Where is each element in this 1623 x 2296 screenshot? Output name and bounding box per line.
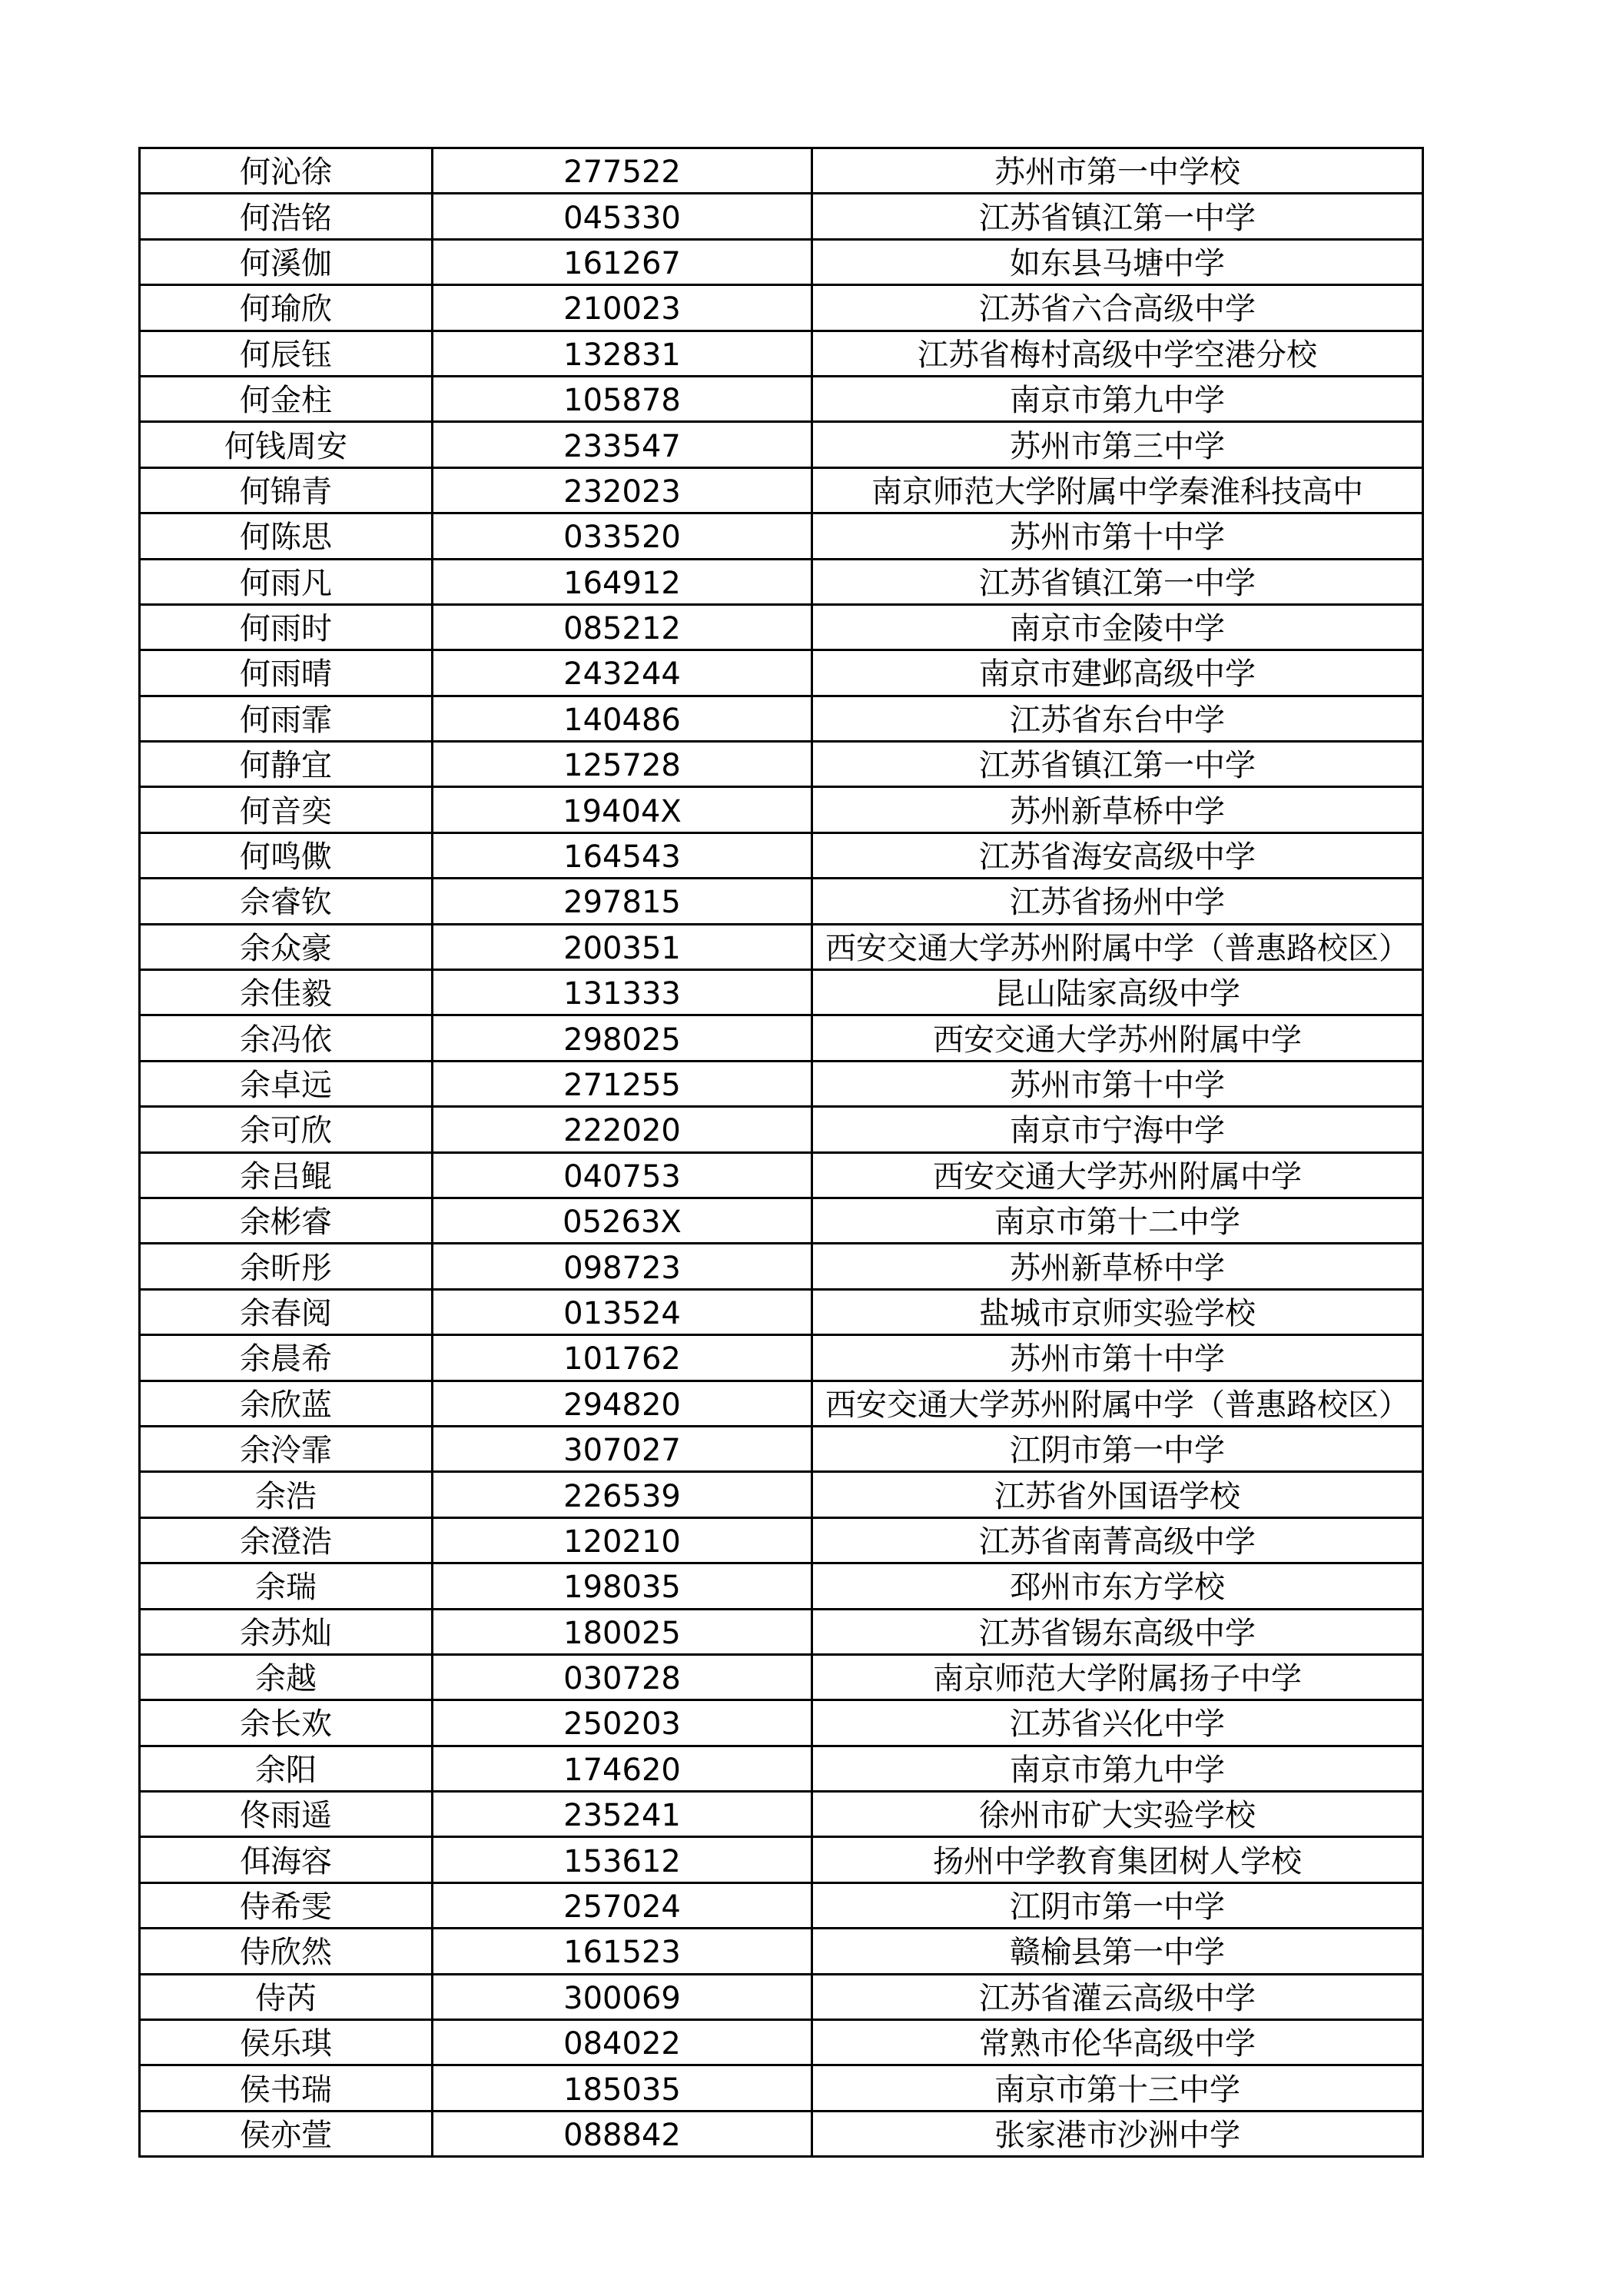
school-name-cell: 南京市金陵中学	[812, 604, 1423, 650]
student-name-cell: 何金柱	[140, 376, 433, 421]
student-name-cell: 余昕彤	[140, 1244, 433, 1289]
student-name-cell: 余可欣	[140, 1107, 433, 1152]
student-name-cell: 侍芮	[140, 1974, 433, 2019]
school-name-cell: 江苏省兴化中学	[812, 1700, 1423, 1746]
table-row	[140, 1792, 1423, 1837]
student-id-cell: 140486	[433, 696, 812, 741]
school-name-cell: 西安交通大学苏州附属中学	[812, 1152, 1423, 1198]
table-row	[140, 2111, 1423, 2156]
table-row	[140, 2020, 1423, 2065]
student-id-cell: 045330	[433, 194, 812, 239]
table-row	[140, 467, 1423, 513]
table-row	[140, 148, 1423, 194]
school-name-cell: 南京师范大学附属中学秦淮科技高中	[812, 467, 1423, 513]
table-row	[140, 559, 1423, 604]
school-name-cell: 苏州新草桥中学	[812, 787, 1423, 832]
student-name-cell: 侍希雯	[140, 1882, 433, 1928]
student-id-cell: 033520	[433, 513, 812, 559]
student-name-cell: 何沁徐	[140, 148, 433, 194]
school-name-cell: 江苏省扬州中学	[812, 879, 1423, 924]
student-name-cell: 侍欣然	[140, 1929, 433, 1974]
student-id-cell: 088842	[433, 2111, 812, 2156]
table-row	[140, 604, 1423, 650]
student-id-cell: 271255	[433, 1061, 812, 1106]
school-name-cell: 江苏省海安高级中学	[812, 832, 1423, 878]
student-name-cell: 余苏灿	[140, 1609, 433, 1654]
student-name-cell: 侯乐琪	[140, 2020, 433, 2065]
student-name-cell: 余越	[140, 1654, 433, 1700]
table-row	[140, 650, 1423, 696]
student-id-cell: 198035	[433, 1563, 812, 1609]
student-table-body	[140, 148, 1423, 2157]
school-name-cell: 苏州新草桥中学	[812, 1244, 1423, 1289]
student-name-cell: 余瑞	[140, 1563, 433, 1609]
table-row	[140, 1335, 1423, 1381]
student-id-cell: 243244	[433, 650, 812, 696]
table-row	[140, 1974, 1423, 2019]
school-name-cell: 邳州市东方学校	[812, 1563, 1423, 1609]
student-id-cell: 161523	[433, 1929, 812, 1974]
student-name-cell: 何音奕	[140, 787, 433, 832]
student-name-cell: 余冯依	[140, 1015, 433, 1061]
student-id-cell: 235241	[433, 1792, 812, 1837]
table-row	[140, 787, 1423, 832]
table-row	[140, 194, 1423, 239]
student-name-cell: 何鸣僛	[140, 832, 433, 878]
student-name-cell: 余佳毅	[140, 970, 433, 1015]
student-table	[138, 147, 1424, 2158]
school-name-cell: 江阴市第一中学	[812, 1882, 1423, 1928]
student-id-cell: 257024	[433, 1882, 812, 1928]
student-name-cell: 佘睿钦	[140, 879, 433, 924]
table-row	[140, 1837, 1423, 1882]
table-row	[140, 1700, 1423, 1746]
table-row	[140, 1061, 1423, 1106]
table-row	[140, 832, 1423, 878]
student-id-cell: 131333	[433, 970, 812, 1015]
table-row	[140, 1015, 1423, 1061]
student-id-cell: 307027	[433, 1426, 812, 1471]
table-row	[140, 1654, 1423, 1700]
table-row	[140, 1929, 1423, 1974]
school-name-cell: 江苏省镇江第一中学	[812, 194, 1423, 239]
student-id-cell: 085212	[433, 604, 812, 650]
student-name-cell: 何瑜欣	[140, 285, 433, 331]
school-name-cell: 苏州市第一中学校	[812, 148, 1423, 194]
school-name-cell: 江苏省镇江第一中学	[812, 559, 1423, 604]
student-name-cell: 余众豪	[140, 924, 433, 969]
student-id-cell: 294820	[433, 1381, 812, 1426]
table-row	[140, 1381, 1423, 1426]
student-name-cell: 余卓远	[140, 1061, 433, 1106]
school-name-cell: 南京市第十三中学	[812, 2065, 1423, 2111]
table-row	[140, 1244, 1423, 1289]
student-id-cell: 164912	[433, 559, 812, 604]
student-id-cell: 19404X	[433, 787, 812, 832]
school-name-cell: 西安交通大学苏州附属中学（普惠路校区）	[812, 924, 1423, 969]
school-name-cell: 南京市第十二中学	[812, 1198, 1423, 1243]
student-id-cell: 200351	[433, 924, 812, 969]
school-name-cell: 江苏省南菁高级中学	[812, 1517, 1423, 1563]
student-id-cell: 174620	[433, 1746, 812, 1791]
student-id-cell: 125728	[433, 742, 812, 787]
school-name-cell: 江苏省外国语学校	[812, 1472, 1423, 1517]
table-row	[140, 1472, 1423, 1517]
student-name-cell: 何锦青	[140, 467, 433, 513]
school-name-cell: 江苏省锡东高级中学	[812, 1609, 1423, 1654]
school-name-cell: 如东县马塘中学	[812, 239, 1423, 284]
student-name-cell: 佴海容	[140, 1837, 433, 1882]
student-id-cell: 098723	[433, 1244, 812, 1289]
student-id-cell: 277522	[433, 148, 812, 194]
school-name-cell: 苏州市第三中学	[812, 422, 1423, 467]
student-id-cell: 132831	[433, 331, 812, 376]
table-row	[140, 2065, 1423, 2111]
table-row	[140, 1517, 1423, 1563]
student-name-cell: 何钱周安	[140, 422, 433, 467]
school-name-cell: 南京市宁海中学	[812, 1107, 1423, 1152]
school-name-cell: 西安交通大学苏州附属中学	[812, 1015, 1423, 1061]
table-row	[140, 970, 1423, 1015]
table-row	[140, 1107, 1423, 1152]
table-row	[140, 376, 1423, 421]
school-name-cell: 赣榆县第一中学	[812, 1929, 1423, 1974]
student-id-cell: 153612	[433, 1837, 812, 1882]
student-name-cell: 余澄浩	[140, 1517, 433, 1563]
student-name-cell: 余晨希	[140, 1335, 433, 1381]
school-name-cell: 苏州市第十中学	[812, 1061, 1423, 1106]
student-id-cell: 232023	[433, 467, 812, 513]
student-id-cell: 250203	[433, 1700, 812, 1746]
student-name-cell: 余吕鲲	[140, 1152, 433, 1198]
student-name-cell: 余欣蓝	[140, 1381, 433, 1426]
school-name-cell: 张家港市沙洲中学	[812, 2111, 1423, 2156]
student-name-cell: 余彬睿	[140, 1198, 433, 1243]
student-id-cell: 298025	[433, 1015, 812, 1061]
student-id-cell: 161267	[433, 239, 812, 284]
school-name-cell: 江苏省镇江第一中学	[812, 742, 1423, 787]
school-name-cell: 昆山陆家高级中学	[812, 970, 1423, 1015]
student-name-cell: 何雨时	[140, 604, 433, 650]
school-name-cell: 苏州市第十中学	[812, 513, 1423, 559]
student-name-cell: 何浩铭	[140, 194, 433, 239]
student-id-cell: 084022	[433, 2020, 812, 2065]
school-name-cell: 徐州市矿大实验学校	[812, 1792, 1423, 1837]
student-id-cell: 226539	[433, 1472, 812, 1517]
student-id-cell: 120210	[433, 1517, 812, 1563]
student-name-cell: 余浩	[140, 1472, 433, 1517]
student-id-cell: 222020	[433, 1107, 812, 1152]
table-row	[140, 879, 1423, 924]
student-name-cell: 余长欢	[140, 1700, 433, 1746]
school-name-cell: 南京市第九中学	[812, 376, 1423, 421]
student-name-cell: 何雨凡	[140, 559, 433, 604]
student-id-cell: 297815	[433, 879, 812, 924]
school-name-cell: 江苏省六合高级中学	[812, 285, 1423, 331]
student-id-cell: 185035	[433, 2065, 812, 2111]
student-name-cell: 何溪伽	[140, 239, 433, 284]
student-id-cell: 233547	[433, 422, 812, 467]
student-name-cell: 余春阅	[140, 1289, 433, 1334]
table-row	[140, 1882, 1423, 1928]
table-row	[140, 331, 1423, 376]
student-name-cell: 余阳	[140, 1746, 433, 1791]
student-name-cell: 何辰钰	[140, 331, 433, 376]
student-name-cell: 佟雨遥	[140, 1792, 433, 1837]
school-name-cell: 江阴市第一中学	[812, 1426, 1423, 1471]
student-id-cell: 05263X	[433, 1198, 812, 1243]
student-id-cell: 013524	[433, 1289, 812, 1334]
student-name-cell: 何陈思	[140, 513, 433, 559]
student-name-cell: 何静宜	[140, 742, 433, 787]
student-id-cell: 105878	[433, 376, 812, 421]
school-name-cell: 扬州中学教育集团树人学校	[812, 1837, 1423, 1882]
student-id-cell: 164543	[433, 832, 812, 878]
table-row	[140, 742, 1423, 787]
student-id-cell: 030728	[433, 1654, 812, 1700]
student-id-cell: 101762	[433, 1335, 812, 1381]
student-id-cell: 040753	[433, 1152, 812, 1198]
student-id-cell: 300069	[433, 1974, 812, 2019]
table-row	[140, 1198, 1423, 1243]
table-row	[140, 1563, 1423, 1609]
student-name-cell: 余泠霏	[140, 1426, 433, 1471]
table-row	[140, 924, 1423, 969]
table-row	[140, 1746, 1423, 1791]
school-name-cell: 苏州市第十中学	[812, 1335, 1423, 1381]
student-name-cell: 何雨晴	[140, 650, 433, 696]
table-row	[140, 1426, 1423, 1471]
school-name-cell: 南京市第九中学	[812, 1746, 1423, 1791]
table-row	[140, 1289, 1423, 1334]
student-name-cell: 侯书瑞	[140, 2065, 433, 2111]
table-row	[140, 696, 1423, 741]
student-name-cell: 何雨霏	[140, 696, 433, 741]
table-row	[140, 513, 1423, 559]
school-name-cell: 盐城市京师实验学校	[812, 1289, 1423, 1334]
school-name-cell: 常熟市伦华高级中学	[812, 2020, 1423, 2065]
school-name-cell: 江苏省梅村高级中学空港分校	[812, 331, 1423, 376]
school-name-cell: 江苏省东台中学	[812, 696, 1423, 741]
school-name-cell: 南京市建邺高级中学	[812, 650, 1423, 696]
table-row	[140, 422, 1423, 467]
school-name-cell: 江苏省灌云高级中学	[812, 1974, 1423, 2019]
table-row	[140, 1609, 1423, 1654]
student-id-cell: 180025	[433, 1609, 812, 1654]
table-row	[140, 1152, 1423, 1198]
school-name-cell: 西安交通大学苏州附属中学（普惠路校区）	[812, 1381, 1423, 1426]
student-name-cell: 侯亦萱	[140, 2111, 433, 2156]
table-row	[140, 239, 1423, 284]
student-id-cell: 210023	[433, 285, 812, 331]
table-row	[140, 285, 1423, 331]
school-name-cell: 南京师范大学附属扬子中学	[812, 1654, 1423, 1700]
